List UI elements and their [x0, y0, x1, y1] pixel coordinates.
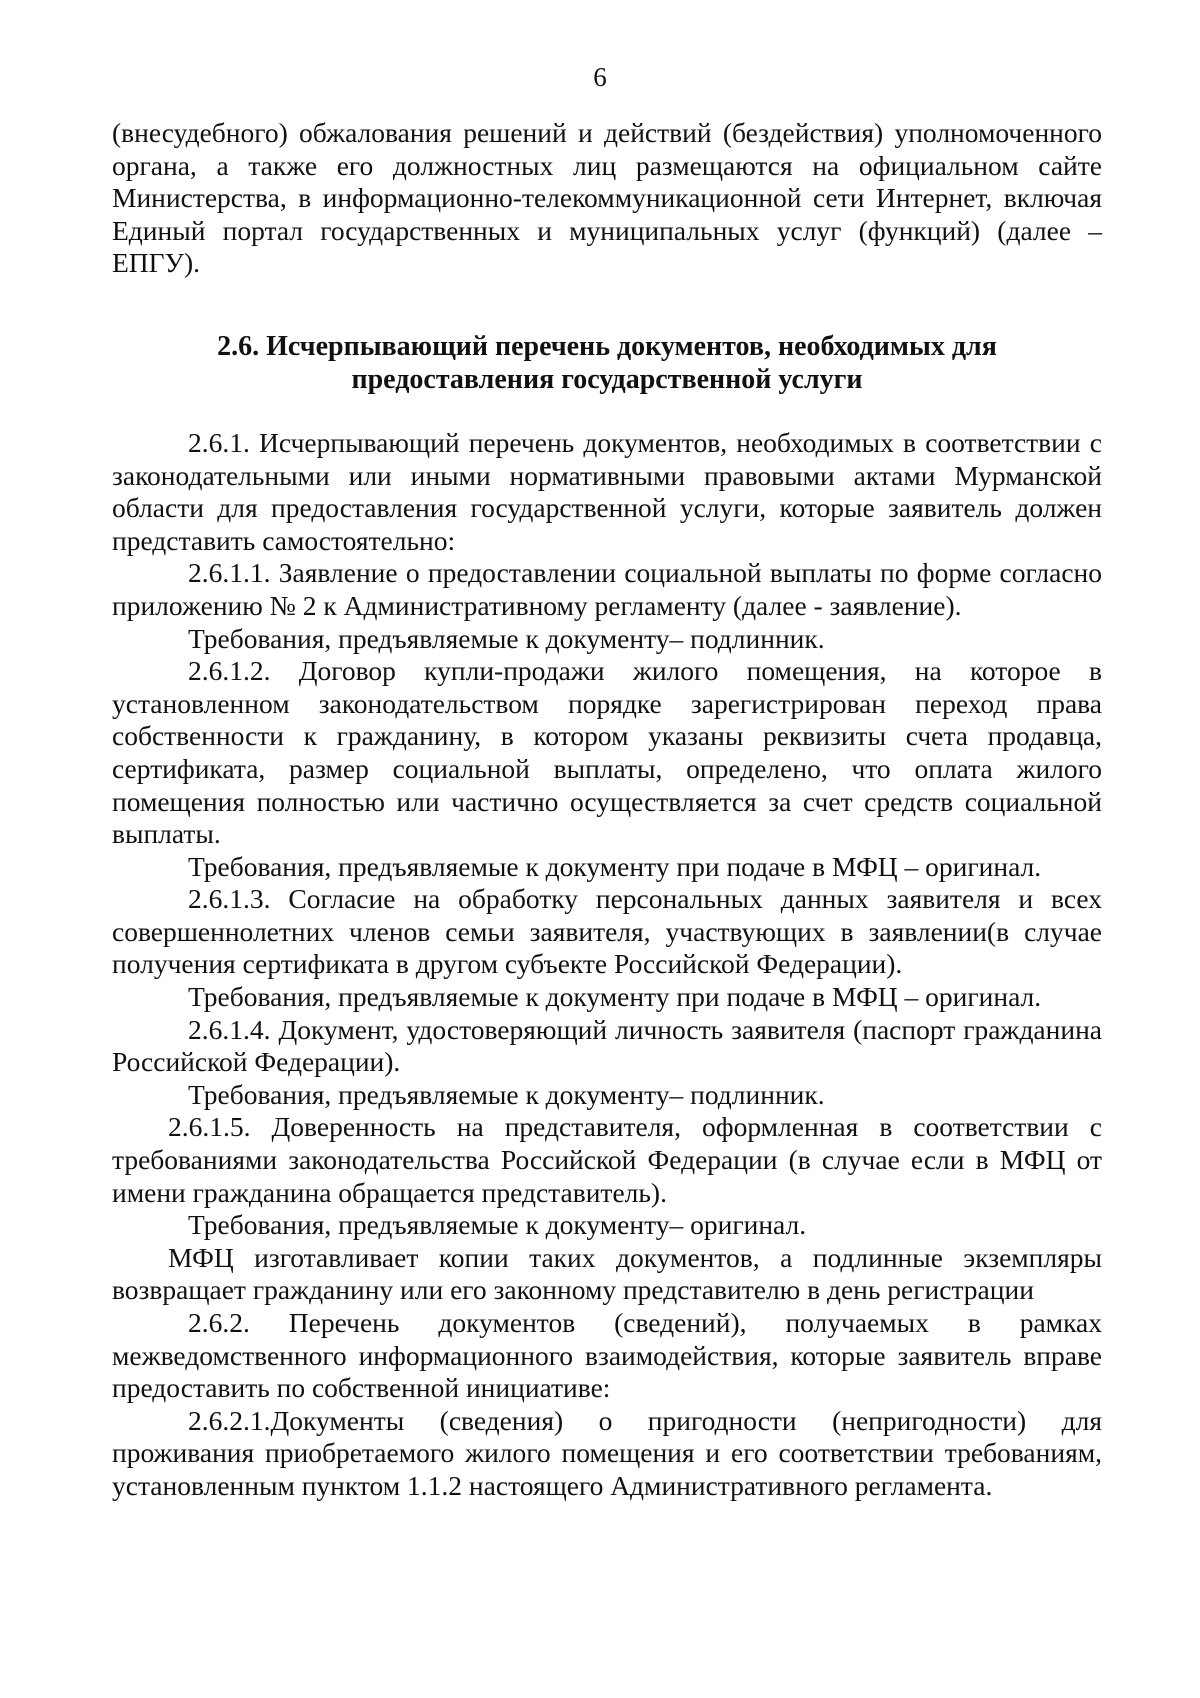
paragraph-2-6-2: 2.6.2. Перечень документов (сведений), получаемых в рамках межведомственного информационного взаимодействия, которые заявитель вправе предоставить по собственной инициативе: — [112, 1307, 1102, 1404]
paragraph-2-6-1-5: 2.6.1.5. Доверенность на представителя, оформленная в соответствии с требованиями законодательства Российской Федерации (в случае если в МФЦ от имени гражданина обращается представитель). — [112, 1111, 1102, 1208]
section-heading-line-1: 2.6. Исчерпывающий перечень документов, необходимых для — [217, 330, 997, 362]
paragraph-2-6-1-3: 2.6.1.3. Согласие на обработку персональных данных заявителя и всех совершеннолетних членов семьи заявителя, участвующих в заявлении(в случае получения сертификата в другом субъекте Российской Федерации). — [112, 883, 1102, 980]
document-body — [112, 117, 1102, 1503]
section-heading-line-2: предоставления государственной услуги — [351, 363, 863, 395]
paragraph-2-6-1-2: 2.6.1.2. Договор купли-продажи жилого помещения, на которое в установленном законодательством порядке зарегистрирован переход права собственности к гражданину, в котором указаны реквизиты счета продавца, сертификата, размер социальной выплаты, определено, что оплата жилого помещения полностью или частично осуществляется за счет средств социальной выплаты. — [112, 655, 1102, 850]
requirement-original-1: Требования, предъявляемые к документу– подлинник. — [188, 622, 825, 654]
page-number: 6 — [593, 62, 607, 92]
requirement-original-3: Требования, предъявляемые к документу– оригинал. — [188, 1209, 807, 1241]
paragraph-2-6-2-1: 2.6.2.1.Документы (сведения) о пригодности (непригодности) для проживания приобретаемого жилого помещения и его соответствии требованиям, установленным пунктом 1.1.2 настоящего Административного регламента. — [112, 1404, 1102, 1501]
paragraph-2-6-1-1: 2.6.1.1. Заявление о предоставлении социальной выплаты по форме согласно приложению № 2 к Административному регламенту (далее - заявление). — [112, 557, 1102, 621]
paragraph-2-6-1: 2.6.1. Исчерпывающий перечень документов, необходимых в соответствии с законодательными или иными нормативными правовыми актами Мурманской области для предоставления государственной услуги, которые заявитель должен представить самостоятельно: — [112, 426, 1102, 556]
requirement-mfc-2: Требования, предъявляемые к документу при подаче в МФЦ – оригинал. — [188, 981, 1042, 1013]
paragraph-2-6-1-4: 2.6.1.4. Документ, удостоверяющий личность заявителя (паспорт гражданина Российской Федерации). — [112, 1013, 1102, 1078]
requirement-mfc-1: Требования, предъявляемые к документу при подаче в МФЦ – оригинал. — [188, 850, 1042, 882]
paragraph-mfc-copies: МФЦ изготавливает копии таких документов, а подлинные экземпляры возвращает гражданину или его законному представителю в день регистрации — [112, 1241, 1102, 1306]
section-heading — [112, 330, 1102, 396]
intro-paragraph: (внесудебного) обжалования решений и действий (бездействия) уполномоченного органа, а также его должностных лиц размещаются на официальном сайте Министерства, в информационно-телекоммуникационной сети Интернет, включая Единый портал государственных и муниципальных услуг (функций) (далее – ЕПГУ). — [112, 117, 1102, 279]
requirement-original-2: Требования, предъявляемые к документу– подлинник. — [188, 1078, 825, 1110]
